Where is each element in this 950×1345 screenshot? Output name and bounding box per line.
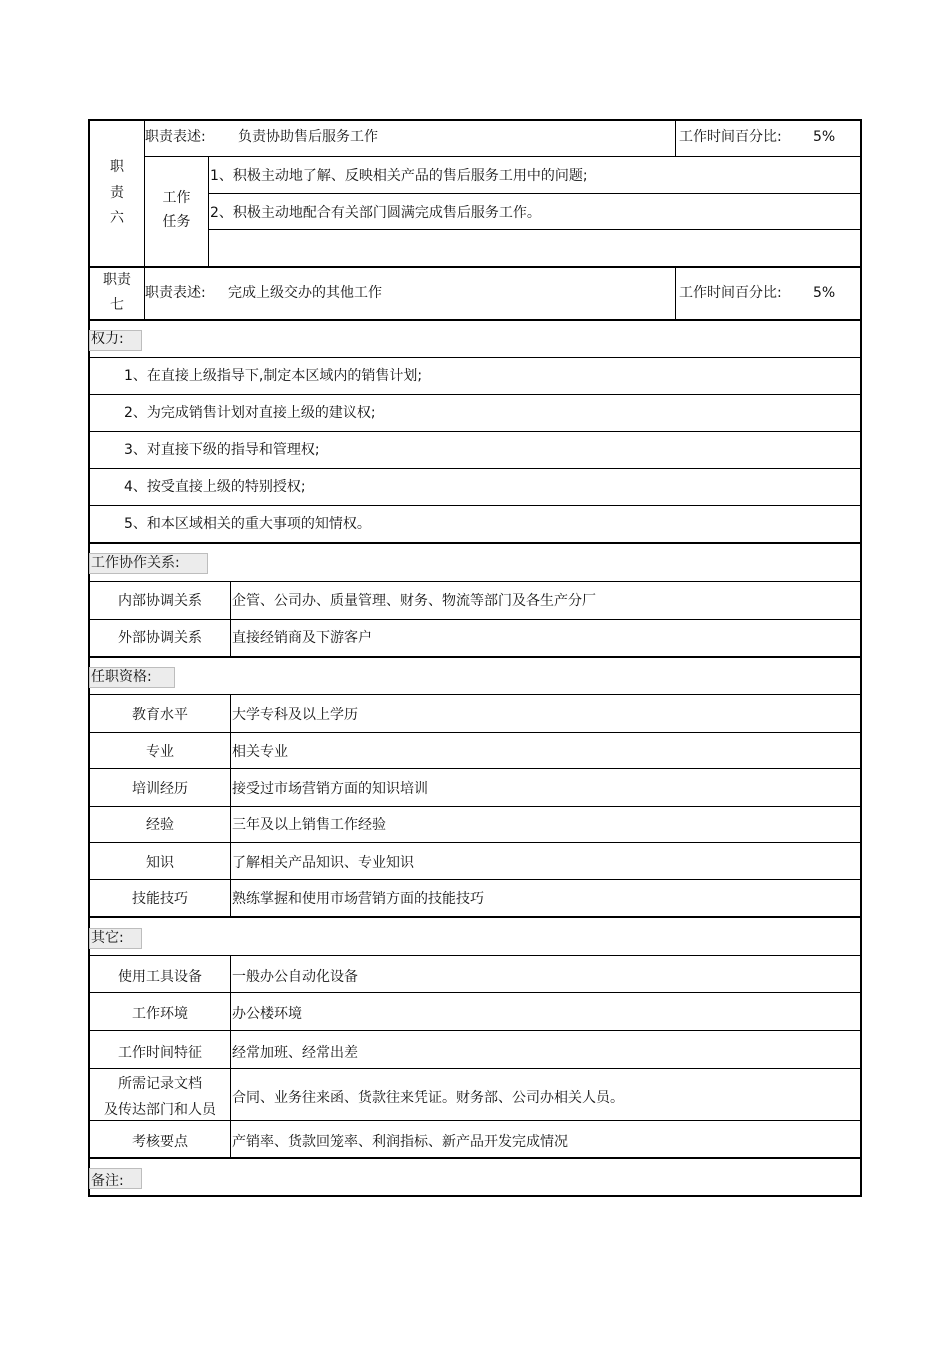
relations-external-value: 直接经销商及下游客户	[232, 630, 372, 646]
qualification-label: 专业	[146, 744, 174, 760]
relations-internal-label: 内部协调关系	[118, 593, 202, 609]
qualification-value: 接受过市场营销方面的知识培训	[232, 781, 428, 797]
duty6-task-1: 1、积极主动地了解、反映相关产品的售后服务工用中的问题;	[210, 168, 588, 184]
authority-item-2: 2、为完成销售计划对直接上级的建议权;	[124, 405, 376, 421]
divider	[88, 768, 862, 769]
divider	[88, 1157, 862, 1159]
divider	[88, 1068, 862, 1069]
qualification-label: 知识	[146, 855, 174, 871]
divider	[88, 505, 862, 506]
qualification-value: 大学专科及以上学历	[232, 707, 358, 723]
other-label-line2: 及传达部门和人员	[104, 1102, 216, 1118]
other-label-line1: 所需记录文档	[118, 1076, 202, 1092]
divider	[208, 193, 861, 194]
relations-internal-value: 企管、公司办、质量管理、财务、物流等部门及各生产分厂	[232, 593, 596, 609]
divider	[88, 879, 862, 880]
table-border-right	[860, 119, 862, 1197]
authority-item-4: 4、按受直接上级的特别授权;	[124, 479, 306, 495]
duty6-label-line1: 职	[110, 159, 124, 175]
duty6-pct-value: 5%	[813, 129, 836, 145]
divider	[208, 229, 861, 230]
remarks-heading: 备注:	[91, 1173, 124, 1189]
qualification-label: 教育水平	[132, 707, 188, 723]
authority-item-3: 3、对直接下级的指导和管理权;	[124, 442, 320, 458]
other-heading: 其它:	[91, 930, 124, 946]
other-value: 办公楼环境	[232, 1006, 302, 1022]
divider	[675, 119, 676, 157]
authority-heading: 权力:	[91, 331, 124, 347]
divider	[88, 266, 862, 268]
qualification-label: 培训经历	[132, 781, 188, 797]
duty6-pct-label: 工作时间百分比:	[679, 129, 782, 145]
divider	[88, 1120, 862, 1121]
divider	[88, 955, 862, 956]
divider	[88, 732, 862, 733]
duty6-task-2: 2、积极主动地配合有关部门圆满完成售后服务工作。	[210, 205, 541, 221]
table-border-bottom	[88, 1195, 862, 1197]
divider	[230, 581, 231, 657]
divider	[230, 694, 231, 917]
divider	[88, 357, 862, 358]
other-label: 工作时间特征	[118, 1045, 202, 1061]
divider	[88, 694, 862, 695]
table-border-top	[88, 119, 862, 121]
divider	[675, 267, 676, 320]
divider	[88, 656, 862, 658]
divider	[88, 431, 862, 432]
divider	[208, 156, 209, 267]
other-label: 使用工具设备	[118, 969, 202, 985]
divider	[144, 156, 861, 157]
qualifications-heading: 任职资格:	[91, 669, 152, 685]
other-label: 工作环境	[132, 1006, 188, 1022]
qualification-value: 了解相关产品知识、专业知识	[232, 855, 414, 871]
authority-item-5: 5、和本区域相关的重大事项的知情权。	[124, 516, 371, 532]
qualification-value: 相关专业	[232, 744, 288, 760]
divider	[88, 992, 862, 993]
other-value: 合同、业务往来函、货款往来凭证。财务部、公司办相关人员。	[232, 1090, 624, 1106]
other-value: 一般办公自动化设备	[232, 969, 358, 985]
duty6-task-label-line1: 工作	[162, 190, 191, 206]
duty7-desc-label: 职责表述:	[145, 285, 206, 301]
qualification-label: 技能技巧	[132, 891, 188, 907]
qualification-value: 三年及以上销售工作经验	[232, 817, 386, 833]
duty7-pct-value: 5%	[813, 285, 836, 301]
divider	[88, 619, 862, 620]
other-label: 考核要点	[132, 1134, 188, 1150]
divider	[88, 468, 862, 469]
qualification-value: 熟练掌握和使用市场营销方面的技能技巧	[232, 891, 484, 907]
duty6-desc-label: 职责表述:	[145, 129, 206, 145]
duty6-label-line3: 六	[110, 210, 124, 226]
duty7-label-line1: 职责	[103, 272, 131, 288]
other-value: 经常加班、经常出差	[232, 1045, 358, 1061]
duty7-pct-label: 工作时间百分比:	[679, 285, 782, 301]
divider	[88, 394, 862, 395]
other-value: 产销率、货款回笼率、利润指标、新产品开发完成情况	[232, 1134, 568, 1150]
relations-heading: 工作协作关系:	[91, 555, 180, 571]
duty7-desc-text: 完成上级交办的其他工作	[228, 285, 382, 301]
divider	[88, 542, 862, 544]
duty6-label-line2: 责	[110, 185, 124, 201]
divider	[230, 955, 231, 1158]
divider	[88, 1030, 862, 1031]
authority-item-1: 1、在直接上级指导下,制定本区域内的销售计划;	[124, 368, 423, 384]
divider	[88, 581, 862, 582]
duty7-label-line2: 七	[110, 297, 124, 313]
divider	[88, 806, 862, 807]
divider	[88, 842, 862, 843]
divider	[88, 319, 862, 321]
duty6-desc-text: 负责协助售后服务工作	[238, 129, 378, 145]
duty6-task-label-line2: 任务	[162, 214, 191, 230]
qualification-label: 经验	[146, 817, 174, 833]
relations-external-label: 外部协调关系	[118, 630, 202, 646]
divider	[88, 916, 862, 918]
